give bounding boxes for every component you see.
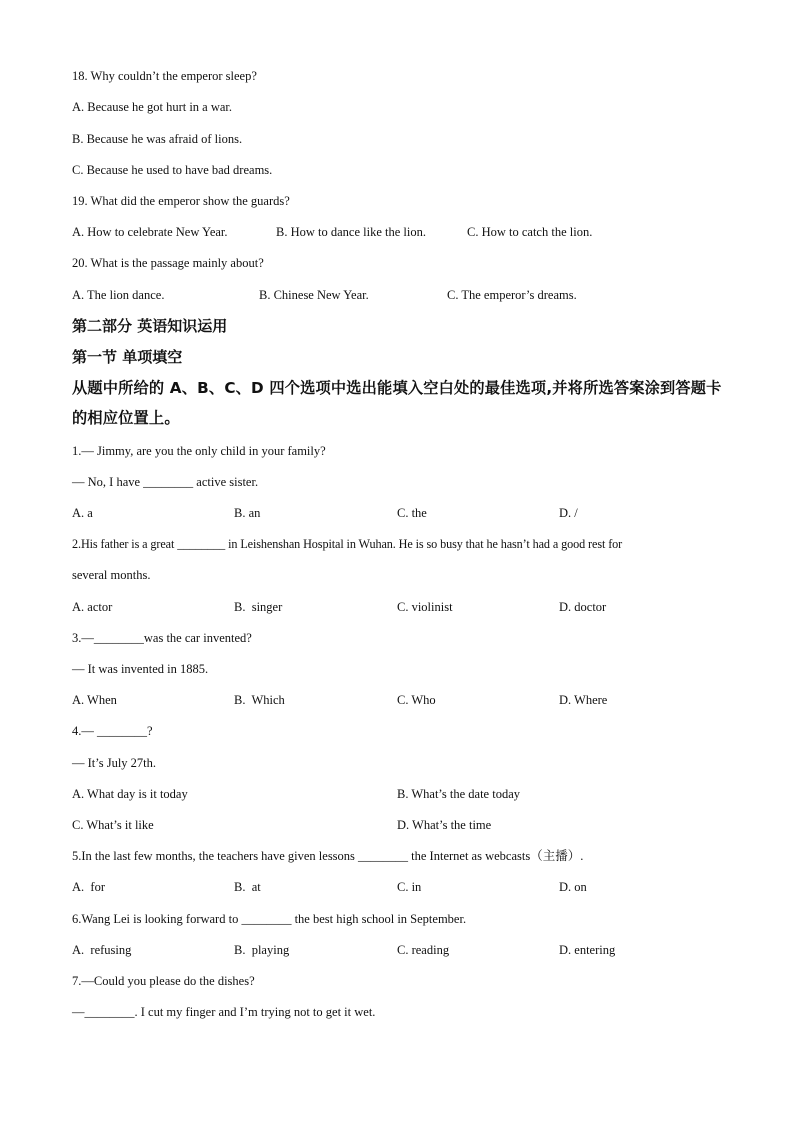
q2-option-b: B. singer [234,600,283,614]
q1-option-d: D. / [559,506,578,520]
q4-option-d: D. What’s the time [397,818,492,832]
q3-option-b: B. Which [234,693,285,707]
q3-option-a: A. When [72,693,117,707]
q2-option-c: C. violinist [397,600,453,614]
q20-stem: 20. What is the passage mainly about? [72,256,264,270]
q1-line-1: 1.— Jimmy, are you the only child in your family? [72,444,326,458]
instructions: 从题中所给的 A、B、C、D 四个选项中选出能填入空白处的最佳选项,并将所选答案涂到答题卡的相应位置上。 [72,379,722,427]
q1-line-2: — No, I have ________ active sister. [72,475,259,489]
q2-option-d: D. doctor [559,600,607,614]
q1-option-c: C. the [397,506,427,520]
q5-option-d: D. on [559,880,587,894]
q5-line-1: 5.In the last few months, the teachers have given lessons ________ the Internet as webcasts（主播）. [72,849,584,863]
q5-option-c: C. in [397,880,422,894]
q3-option-d: D. Where [559,693,608,707]
q20-option-c: C. The emperor’s dreams. [447,288,577,302]
q4-option-c: C. What’s it like [72,818,154,832]
q20-option-b: B. Chinese New Year. [259,288,369,302]
q2-option-a: A. actor [72,600,113,614]
q19-option-c: C. How to catch the lion. [467,225,593,239]
part-heading: 第二部分 英语知识运用 [72,317,228,335]
q6-option-c: C. reading [397,943,450,957]
q5-option-a: A. for [72,880,105,894]
q2-line-1: 2.His father is a great ________ in Leishenshan Hospital in Wuhan. He is so busy that he hasn’t had a good rest for [72,537,623,551]
q1-option-b: B. an [234,506,261,520]
q6-line-1: 6.Wang Lei is looking forward to ________ the best high school in September. [72,912,467,926]
q3-line-2: — It was invented in 1885. [72,662,209,676]
q7-line-1: 7.—Could you please do the dishes? [72,974,255,988]
q3-line-1: 3.—________was the car invented? [72,631,252,645]
q7-line-2: —________. I cut my finger and I’m trying not to get it wet. [72,1005,376,1019]
q18-option-a: A. Because he got hurt in a war. [72,100,233,114]
q18-option-b: B. Because he was afraid of lions. [72,132,243,146]
q6-option-a: A. refusing [72,943,132,957]
q1-option-a: A. a [72,506,93,520]
q4-line-2: — It’s July 27th. [72,756,157,770]
q3-option-c: C. Who [397,693,436,707]
q18-stem: 18. Why couldn’t the emperor sleep? [72,69,257,83]
q4-option-a: A. What day is it today [72,787,188,801]
q18-option-c: C. Because he used to have bad dreams. [72,163,273,177]
q19-option-a: A. How to celebrate New Year. [72,225,228,239]
q5-option-b: B. at [234,880,261,894]
q4-line-1: 4.— ________? [72,724,153,738]
q19-option-b: B. How to dance like the lion. [276,225,426,239]
q19-stem: 19. What did the emperor show the guards? [72,194,290,208]
q6-option-d: D. entering [559,943,616,957]
q4-option-b: B. What’s the date today [397,787,521,801]
q20-option-a: A. The lion dance. [72,288,165,302]
subsection-heading: 第一节 单项填空 [72,348,183,366]
q2-line-2: several months. [72,568,151,582]
q6-option-b: B. playing [234,943,290,957]
